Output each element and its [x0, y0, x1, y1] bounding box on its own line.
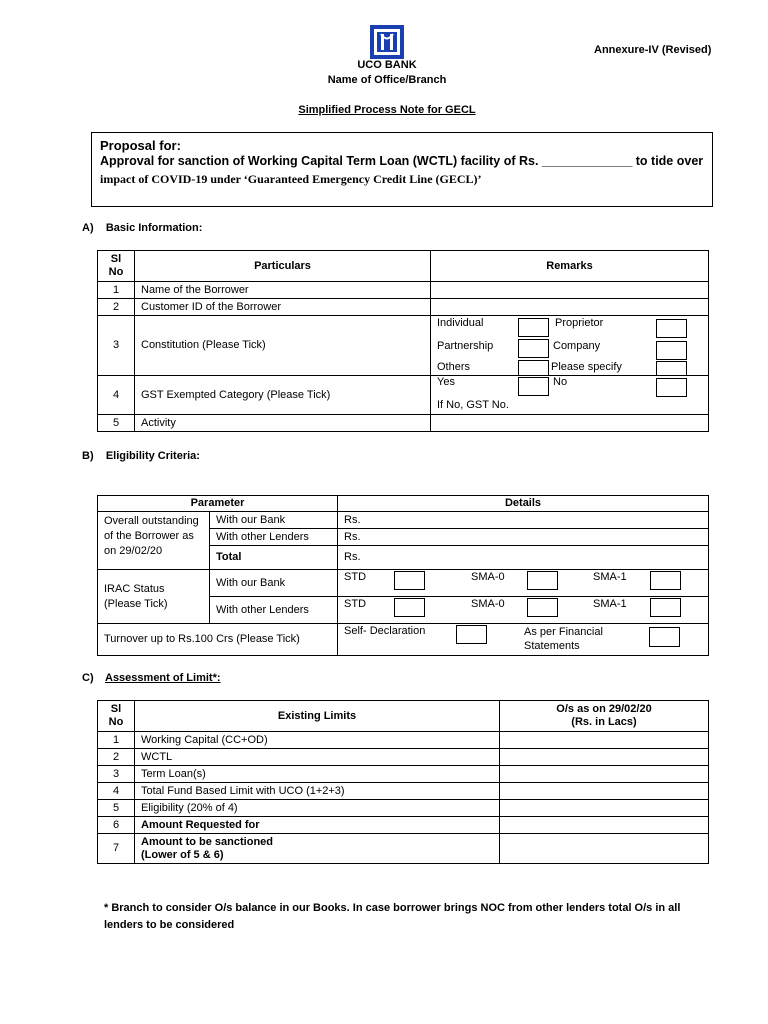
sma1-label: SMA-1: [593, 598, 627, 610]
particular-cell: Name of the Borrower: [135, 282, 431, 299]
os-value-field[interactable]: [500, 783, 709, 800]
footnote: * Branch to consider O/s balance in our Books. In case borrower brings NOC from other lenders total O/s in all lenders to be considered: [104, 902, 681, 931]
turnover-label: Turnover up to Rs.100 Crs (Please Tick): [98, 624, 338, 656]
proposal-line1: Approval for sanction of Working Capital Term Loan (WCTL) facility of Rs. _____________ to tide over: [100, 154, 704, 168]
col-os-title: O/s as on 29/02/20: [556, 703, 652, 715]
sma0-label: SMA-0: [471, 571, 505, 583]
option-please-specify: Please specify: [551, 361, 622, 373]
sma1-checkbox[interactable]: [650, 571, 681, 590]
limit-cell-line2: (Lower of 5 & 6): [141, 848, 224, 861]
std-checkbox[interactable]: [394, 598, 425, 617]
section-b-heading: B) Eligibility Criteria:: [82, 450, 200, 462]
proposal-label: Proposal for:: [100, 138, 181, 153]
option-individual: Individual: [437, 317, 484, 329]
os-value-field[interactable]: [500, 817, 709, 834]
proprietor-checkbox[interactable]: [656, 319, 687, 338]
limit-cell: WCTL: [135, 749, 500, 766]
sl-cell: 6: [98, 817, 135, 834]
particular-cell: Constitution (Please Tick): [135, 316, 431, 376]
option-partnership: Partnership: [437, 340, 494, 352]
no-checkbox[interactable]: [656, 378, 687, 397]
basic-info-table: [97, 250, 709, 432]
sl-cell: 7: [98, 834, 135, 864]
section-c-heading: Assessment of Limit*:: [105, 672, 221, 684]
total-label: Total: [210, 546, 338, 570]
limit-cell: Eligibility (20% of 4): [135, 800, 500, 817]
std-checkbox[interactable]: [394, 571, 425, 590]
limit-cell: Term Loan(s): [135, 766, 500, 783]
section-a-heading: A) Basic Information:: [82, 222, 203, 234]
sl-cell: 5: [98, 800, 135, 817]
sma1-checkbox[interactable]: [650, 598, 681, 617]
sl-cell: 3: [98, 316, 135, 376]
sl-cell: 3: [98, 766, 135, 783]
please-specify-checkbox[interactable]: [656, 361, 687, 376]
individual-checkbox[interactable]: [518, 318, 549, 337]
borrower-name-field[interactable]: [431, 282, 709, 299]
others-checkbox[interactable]: [518, 360, 549, 376]
sma0-checkbox[interactable]: [527, 571, 558, 590]
col-particulars: Particulars: [135, 251, 431, 282]
with-other-lenders-label: With other Lenders: [210, 529, 338, 546]
section-c-prefix: C): [82, 672, 94, 684]
os-value-field[interactable]: [500, 749, 709, 766]
col-sl: Sl No: [98, 701, 135, 732]
irac-other-lenders-label: With other Lenders: [210, 597, 338, 624]
company-checkbox[interactable]: [656, 341, 687, 360]
os-value-field[interactable]: [500, 800, 709, 817]
sl-cell: 4: [98, 376, 135, 415]
assessment-table: [97, 700, 709, 864]
page-title: Simplified Process Note for GECL: [298, 104, 476, 116]
uco-logo: [370, 25, 404, 59]
sma1-label: SMA-1: [593, 571, 627, 583]
sl-cell: 1: [98, 732, 135, 749]
yes-checkbox[interactable]: [518, 377, 549, 396]
irac-other-lenders-options: [338, 597, 709, 624]
particular-cell: GST Exempted Category (Please Tick): [135, 376, 431, 415]
irac-our-bank-options: [338, 570, 709, 597]
sma0-label: SMA-0: [471, 598, 505, 610]
std-label: STD: [344, 571, 367, 583]
col-sl: Sl No: [98, 251, 135, 282]
limit-cell: Amount Requested for: [135, 817, 500, 834]
bank-name: UCO BANK: [357, 59, 417, 71]
col-os-unit: (Rs. in Lacs): [571, 716, 637, 728]
our-bank-amount-field[interactable]: Rs.: [338, 512, 709, 529]
col-os: [500, 701, 709, 732]
col-details: Details: [338, 496, 709, 512]
proposal-line2: impact of COVID-19 under ‘Guaranteed Emergency Credit Line (GECL)’: [100, 172, 482, 186]
option-company: Company: [553, 340, 601, 352]
sl-cell: 4: [98, 783, 135, 800]
gst-number-label: If No, GST No.: [437, 399, 509, 411]
irac-status-label: IRAC Status (Please Tick): [98, 570, 210, 624]
overall-outstanding-label: Overall outstanding of the Borrower as on 29/02/20: [98, 512, 210, 570]
other-lenders-amount-field[interactable]: Rs.: [338, 529, 709, 546]
customer-id-field[interactable]: [431, 299, 709, 316]
gst-options: [431, 376, 709, 415]
limit-cell: Working Capital (CC+OD): [135, 732, 500, 749]
total-amount-field[interactable]: Rs.: [338, 546, 709, 570]
financial-statements-label: As per Financial Statements: [524, 626, 603, 652]
sma0-checkbox[interactable]: [527, 598, 558, 617]
self-declaration-label: Self- Declaration: [344, 625, 426, 637]
partnership-checkbox[interactable]: [518, 339, 549, 358]
os-value-field[interactable]: [500, 766, 709, 783]
eligibility-table: [97, 495, 709, 656]
sl-cell: 1: [98, 282, 135, 299]
os-value-field[interactable]: [500, 834, 709, 864]
col-parameter: Parameter: [98, 496, 338, 512]
self-declaration-checkbox[interactable]: [456, 625, 487, 644]
limit-cell: [135, 834, 500, 864]
constitution-options: [431, 316, 709, 376]
option-proprietor: Proprietor: [555, 317, 604, 329]
financial-statements-checkbox[interactable]: [649, 627, 680, 647]
option-no: No: [553, 376, 568, 388]
os-value-field[interactable]: [500, 732, 709, 749]
irac-our-bank-label: With our Bank: [210, 570, 338, 597]
col-remarks: Remarks: [431, 251, 709, 282]
sl-cell: 2: [98, 749, 135, 766]
particular-cell: Activity: [135, 415, 431, 432]
limit-cell: Total Fund Based Limit with UCO (1+2+3): [135, 783, 500, 800]
sl-cell: 2: [98, 299, 135, 316]
option-yes: Yes: [437, 376, 455, 388]
office-name: Name of Office/Branch: [327, 74, 447, 86]
activity-field[interactable]: [431, 415, 709, 432]
annexure-label: Annexure-IV (Revised): [594, 44, 712, 56]
turnover-options: [338, 624, 709, 656]
particular-cell: Customer ID of the Borrower: [135, 299, 431, 316]
sl-cell: 5: [98, 415, 135, 432]
col-existing-limits: Existing Limits: [135, 701, 500, 732]
std-label: STD: [344, 598, 367, 610]
limit-cell-line1: Amount to be sanctioned: [141, 835, 273, 848]
proposal-box: [91, 132, 713, 207]
option-others: Others: [437, 361, 471, 373]
with-our-bank-label: With our Bank: [210, 512, 338, 529]
